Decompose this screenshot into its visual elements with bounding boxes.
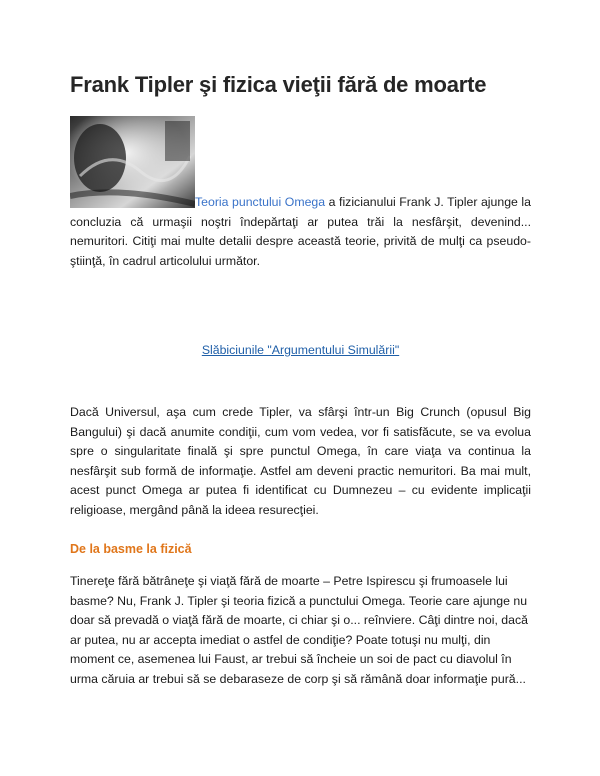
intro-text: a fizicianului Frank J. Tipler ajunge la concluzia că urmaşii noştri îndepărtaţi ar putea trăi la nesfârşit, devenind... nemuritori. Citiţi mai multe detalii despre această teorie, privită de mulţi ca pseudo-ştiinţă, în cadrul articolului următor.	[70, 195, 531, 268]
section-heading: De la basme la fizică	[70, 542, 192, 556]
intro-paragraph	[70, 193, 531, 271]
related-article	[70, 343, 531, 357]
omega-theory-link[interactable]: Teoria punctului Omega	[195, 195, 326, 209]
page-title: Frank Tipler şi fizica vieţii fără de moarte	[70, 72, 487, 97]
paragraph-fairy-tales: Tinereţe fără bătrâneţe şi viaţă fără de moarte – Petre Ispirescu şi frumoasele lui basme? Nu, Frank J. Tipler şi teoria fizică a punctului Omega. Teorie care ajunge nu doar să prevadă o viaţă fără de moarte, ci chiar şi o... reînviere. Câţi dintre noi, dacă ar putea, nu ar accepta imediat o astfel de condiţie? Poate totuşi nu mulţi, din moment ce, asemenea lui Faust, ar trebui să încheie un soi de pact cu diavolul în urma căruia ar trebui să se debaraseze de corp şi să rămână doar informaţie pură...	[70, 574, 528, 686]
related-article-link[interactable]: Slăbiciunile "Argumentului Simulării"	[201, 343, 400, 357]
paragraph-big-crunch: Dacă Universul, aşa cum crede Tipler, va sfârşi într-un Big Crunch (opusul Big Bangului) şi dacă anumite condiţii, cum vom vedea, vor fi satisfăcute, se va evolua spre o singularitate finală şi spre punctul Omega, în care viaţa va continua la nesfârşit sub formă de informaţie. Astfel am deveni practic nemuritori. Ba mai mult, acest punct Omega ar putea fi identificat cu Dumnezeu – cu evidente implicaţii religioase, mergând până la ideea resurecţiei.	[70, 405, 531, 517]
